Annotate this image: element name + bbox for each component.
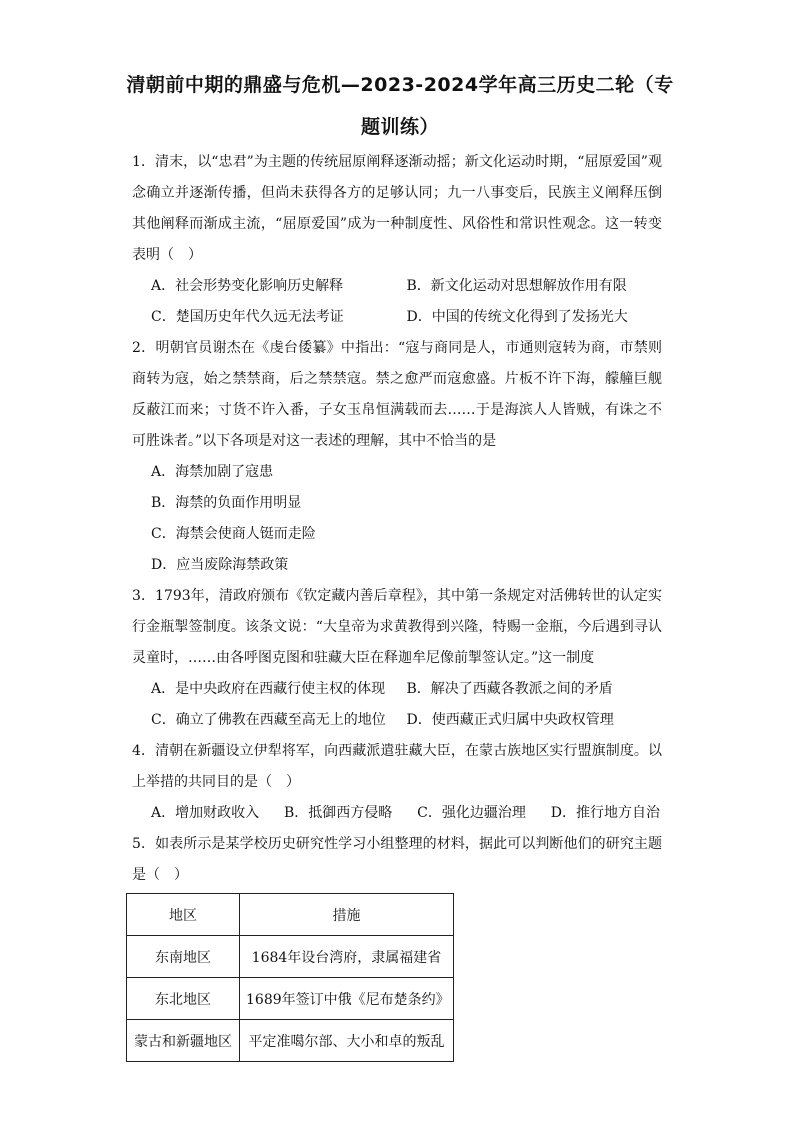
- table-row: [127, 978, 454, 1020]
- option-c: C．楚国历史年代久远无法考证: [151, 309, 344, 325]
- option-d: D．中国的传统文化得到了发扬光大: [406, 309, 628, 325]
- options-row: [132, 271, 662, 302]
- option-a: A．是中央政府在西藏行使主权的体现: [151, 681, 386, 697]
- question-3: [132, 581, 662, 736]
- options-row: [132, 674, 662, 705]
- data-table: [126, 893, 454, 1062]
- question-stem: 2．明朝官员谢杰在《虔台倭纂》中指出：“寇与商同是人，市通则寇转为商，市禁则商转为寇，始之禁禁商，后之禁禁寇。禁之愈严而寇愈盛。片板不许下海，艨艟巨舰反蔽江而来；寸货不许入番，子女玉帛恒满载而去……于是海滨人人皆贼，有诛之不可胜诛者。”以下各项是对这一表述的理解，其中不恰当的是: [132, 340, 662, 449]
- question-stem: 1．清末，以“忠君”为主题的传统屈原阐释逐渐动摇；新文化运动时期，“屈原爱国”观念确立并逐渐传播，但尚未获得各方的足够认同；九一八事变后，民族主义阐释压倒其他阐释而渐成主流，“屈原爱国”成为一种制度性、风俗性和常识性观念。这一转变表明（ ）: [132, 154, 662, 263]
- option-b: B．解决了西藏各教派之间的矛盾: [406, 681, 613, 697]
- table-cell: 平定准噶尔部、大小和卓的叛乱: [240, 1020, 454, 1062]
- option-a: A．海禁加剧了寇患: [151, 464, 274, 480]
- table-header-cell: 措施: [240, 894, 454, 936]
- table-cell: 1684年设台湾府，隶属福建省: [240, 936, 454, 978]
- question-1: [132, 147, 662, 333]
- table-header-row: [127, 894, 454, 936]
- option-a: A．社会形势变化影响历史解释: [151, 278, 344, 294]
- option-d: D．应当废除海禁政策: [151, 557, 289, 573]
- question-5: [132, 829, 662, 891]
- question-stem: 5．如表所示是某学校历史研究性学习小组整理的材料，据此可以判断他们的研究主题是（ ）: [132, 836, 662, 883]
- option-b: B．海禁的负面作用明显: [151, 495, 302, 511]
- question-stem: 4．清朝在新疆设立伊犁将军，向西藏派遣驻藏大臣，在蒙古族地区实行盟旗制度。以上举措的共同目的是（ ）: [132, 743, 662, 790]
- table-cell: 蒙古和新疆地区: [127, 1020, 240, 1062]
- options-row: [132, 798, 662, 829]
- table-cell: 1689年签订中俄《尼布楚条约》: [240, 978, 454, 1020]
- document-title: 清朝前中期的鼎盛与危机—2023-2024学年高三历史二轮（专题训练）: [126, 74, 674, 138]
- table-cell: 东南地区: [127, 936, 240, 978]
- option-c: C．强化边疆治理: [417, 805, 526, 821]
- options-row: [132, 705, 662, 736]
- options-row: [132, 302, 662, 333]
- table-row: [127, 936, 454, 978]
- option-a: A．增加财政收入: [151, 805, 260, 821]
- table-header-cell: 地区: [127, 894, 240, 936]
- option-b: B．抵御西方侵略: [284, 805, 393, 821]
- question-4: [132, 736, 662, 829]
- table-row: [127, 1020, 454, 1062]
- option-d: D．推行地方自治: [550, 805, 660, 821]
- option-c: C．确立了佛教在西藏至高无上的地位: [151, 712, 386, 728]
- table-cell: 东北地区: [127, 978, 240, 1020]
- question-2: [132, 333, 662, 581]
- option-d: D．使西藏正式归属中央政权管理: [406, 712, 614, 728]
- option-c: C．海禁会使商人铤而走险: [151, 526, 316, 542]
- question-stem: 3．1793年，清政府颁布《钦定藏内善后章程》，其中第一条规定对活佛转世的认定实行金瓶掣签制度。该条文说：“大皇帝为求黄教得到兴隆，特赐一金瓶，今后遇到寻认灵童时，……由各呼图克图和驻藏大臣在释迦牟尼像前掣签认定。”这一制度: [132, 588, 662, 666]
- option-b: B．新文化运动对思想解放作用有限: [406, 278, 627, 294]
